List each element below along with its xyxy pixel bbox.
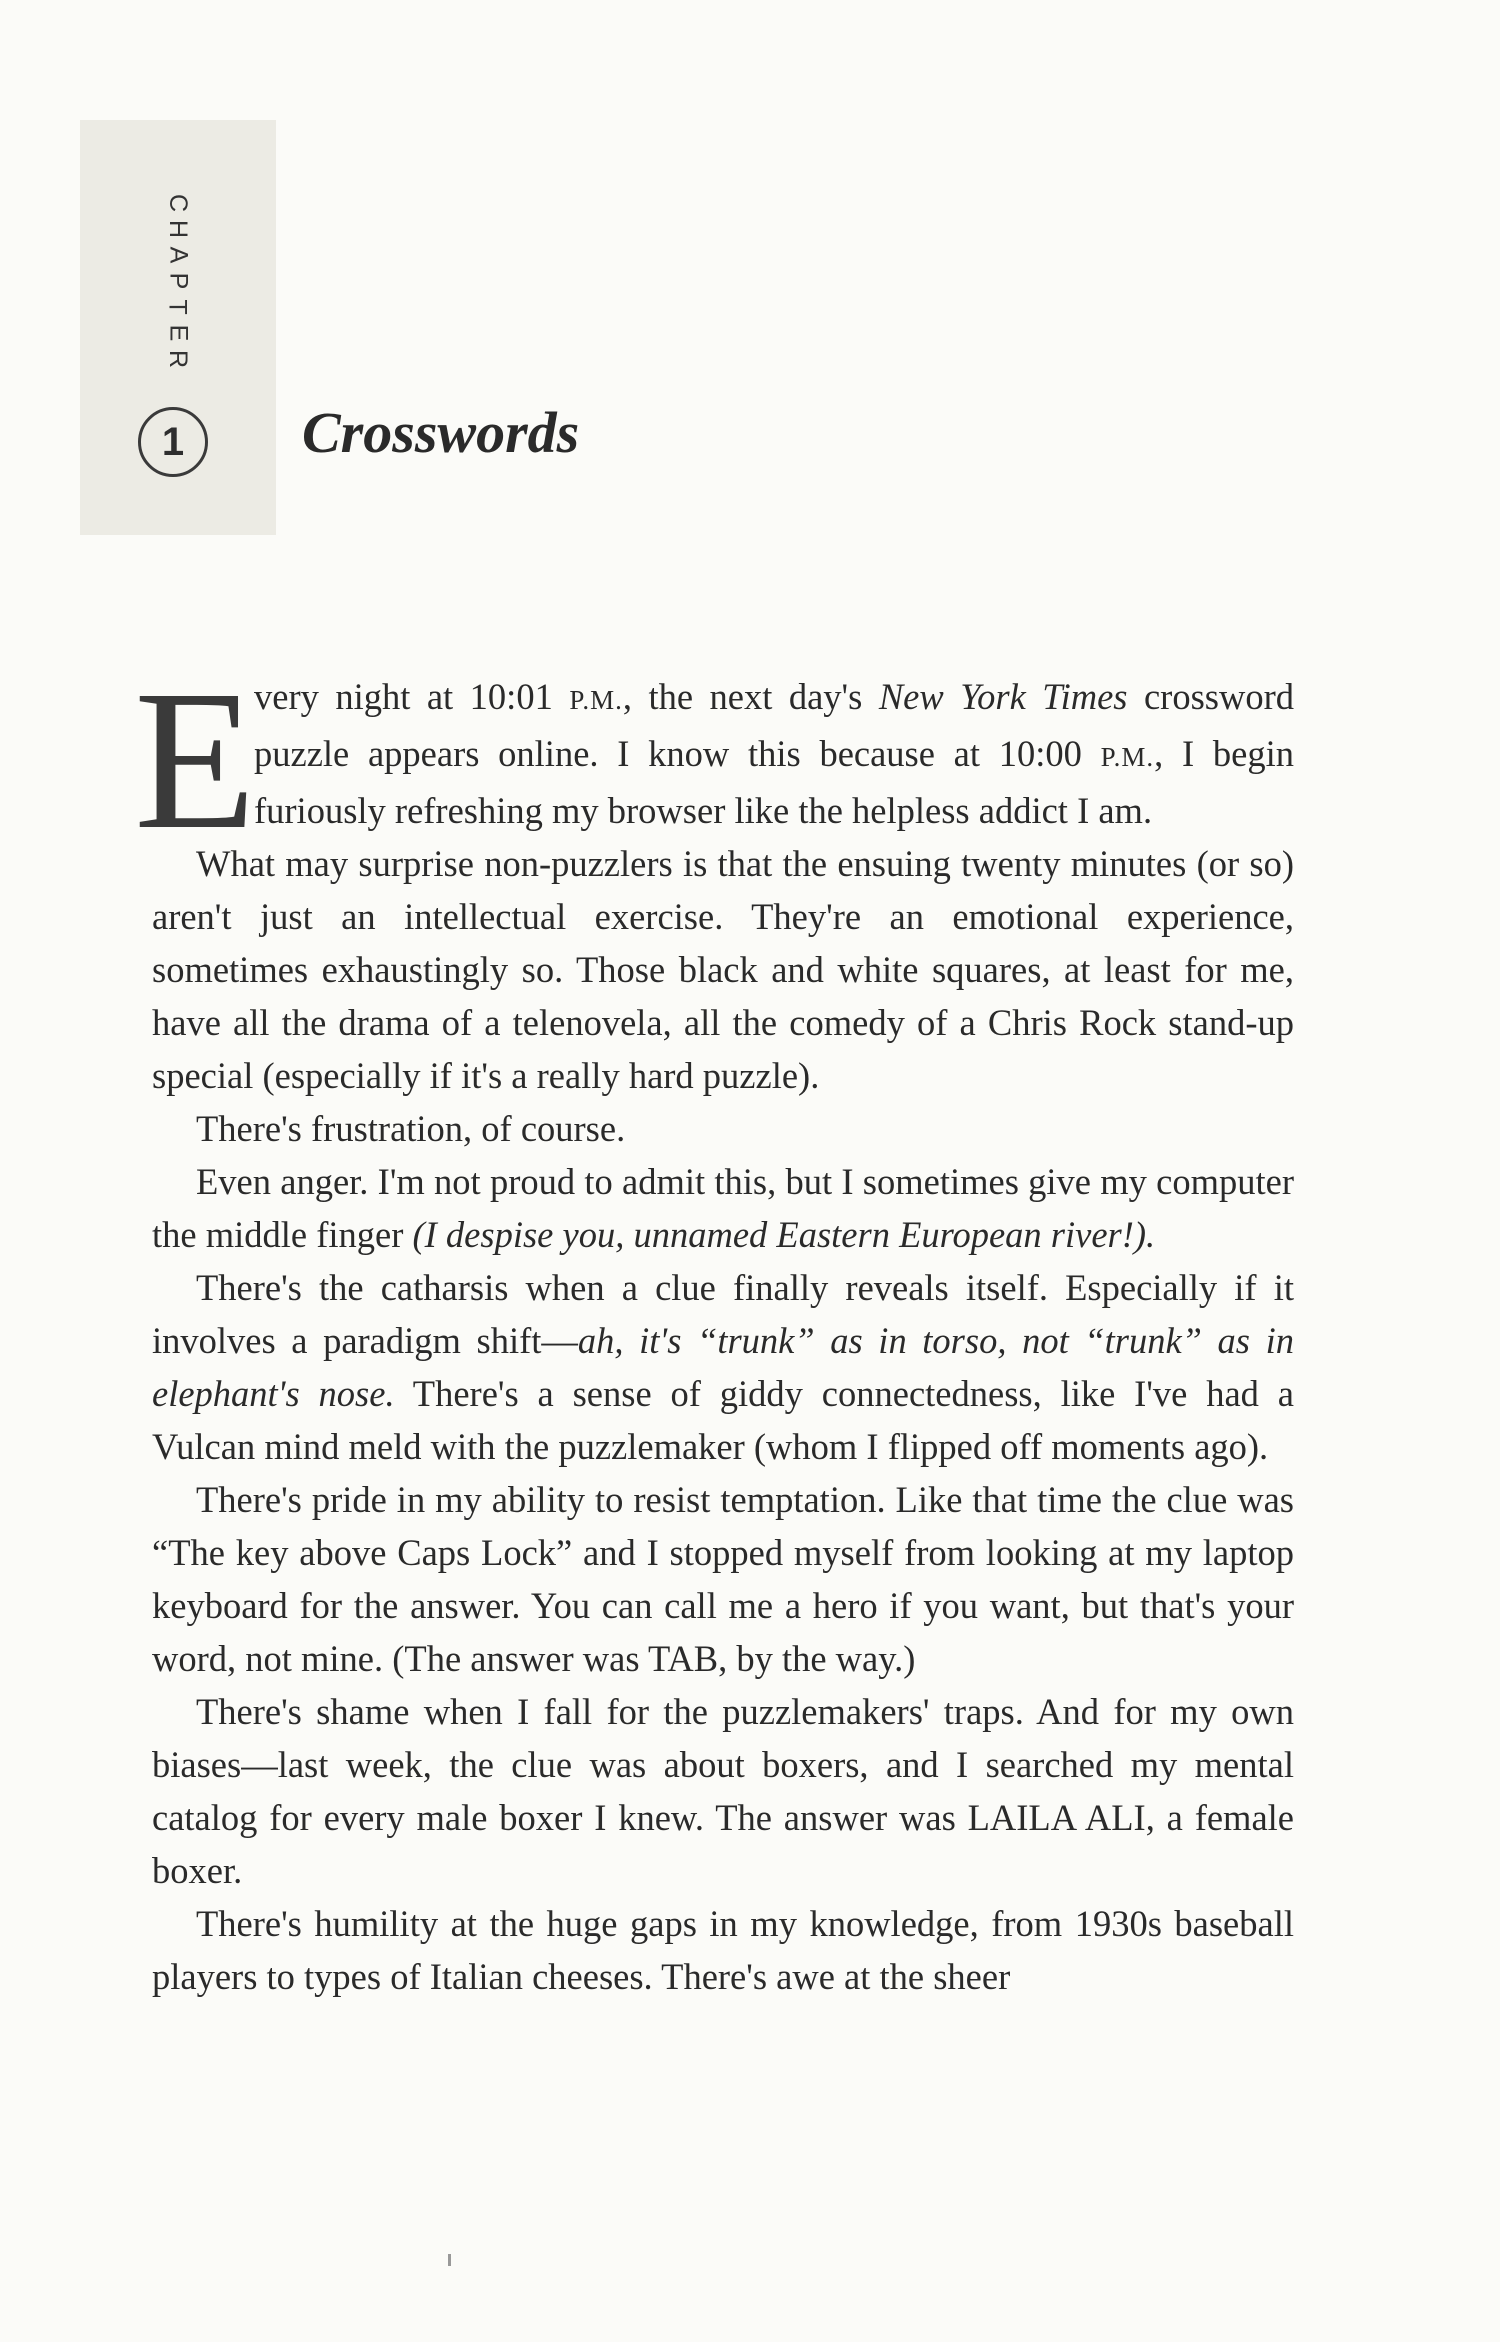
chapter-title: Crosswords	[302, 400, 580, 465]
paragraph-4	[152, 1155, 1294, 1261]
text-run: very night at 10:01	[254, 676, 570, 717]
chapter-letter: E	[164, 324, 192, 342]
text-run: Even anger. I'm not proud to admit this, but I sometimes give my computer the middle finger	[152, 1161, 1294, 1255]
text-run: , the next day's	[622, 676, 879, 717]
chapter-letter: P	[164, 272, 192, 290]
text-run: , I begin furiously refreshing my browser like the helpless addict I am.	[254, 733, 1294, 831]
paragraph-2: What may surprise non-puzzlers is that the ensuing twenty minutes (or so) aren't just an intellectual exercise. They're an emotional experience, sometimes exhaustingly so. Those black and white squares, at least for me, have all the drama of a telenovela, all the comedy of a Chris Rock stand-up special (especially if it's a really hard puzzle).	[152, 843, 1294, 1096]
italic-aside: (I despise you, unnamed Eastern European river!).	[412, 1214, 1156, 1255]
paragraph-7: There's shame when I fall for the puzzlemakers' traps. And for my own biases—last week, the clue was about boxers, and I searched my mental catalog for every male boxer I knew. The answer was LAILA ALI, a female boxer.	[152, 1691, 1294, 1891]
paragraph-3: There's frustration, of course.	[196, 1108, 626, 1149]
chapter-letter: C	[164, 193, 192, 213]
paragraph-6: There's pride in my ability to resist temptation. Like that time the clue was “The key above Caps Lock” and I stopped myself from looking at my laptop keyboard for the answer. You can call me a hero if you want, but that's your word, not mine. (The answer was TAB, by the way.)	[152, 1479, 1294, 1679]
chapter-letter: H	[164, 219, 192, 239]
publication-name: New York Times	[878, 676, 1128, 717]
text-run: crossword puzzle appears online. I know this because at 10:00	[254, 676, 1294, 774]
chapter-label	[150, 190, 206, 372]
chapter-letter: R	[164, 349, 192, 369]
chapter-letter: A	[164, 246, 192, 264]
chapter-number: 1	[161, 419, 185, 464]
drop-cap: E	[134, 650, 257, 871]
text-run: There's a sense of giddy connectedness, like I've had a Vulcan mind meld with the puzzlemaker (whom I flipped off moments ago).	[152, 1373, 1294, 1467]
paragraph-8: There's humility at the huge gaps in my knowledge, from 1930s baseball players to types of Italian cheeses. There's awe at the sheer	[152, 1903, 1294, 1997]
text-run: There's the catharsis when a clue finally reveals itself. Especially if it involves a paradigm shift—	[152, 1267, 1294, 1361]
time-abbrev: P.M.	[569, 685, 623, 715]
paragraph-1	[134, 650, 1294, 871]
chapter-body	[134, 650, 1294, 2003]
chapter-letter: T	[164, 299, 192, 315]
time-abbrev: P.M.	[1100, 742, 1155, 772]
scan-speck	[448, 2254, 451, 2266]
chapter-number-badge	[138, 407, 208, 477]
italic-aside: ah, it's “trunk” as in torso, not “trunk” as in elephant's nose.	[152, 1320, 1294, 1414]
paragraph-5	[152, 1261, 1294, 1473]
